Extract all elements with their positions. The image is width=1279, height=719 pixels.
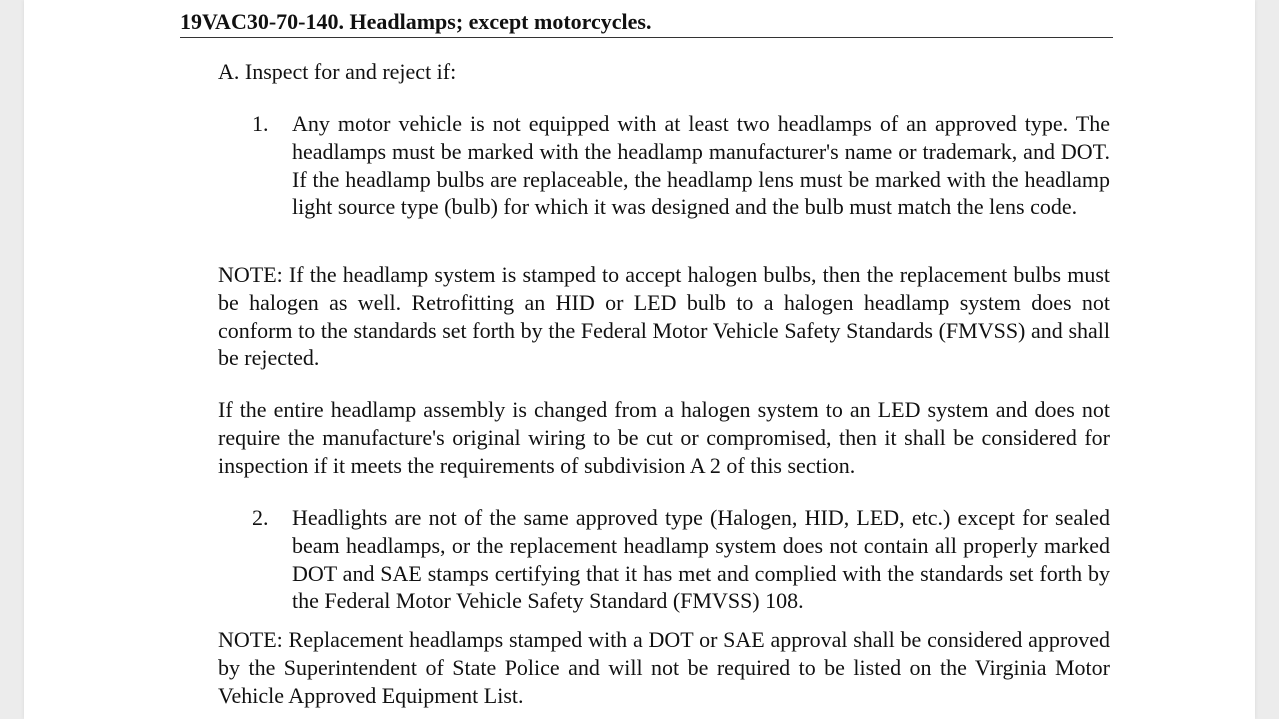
list-item-1-text: Any motor vehicle is not equipped with at least two headlamps of an approved type. The headlamps must be marked with the headlamp manufacturer's name or trademark, and DOT. If the headlamp bulbs are replaceable, the headlamp lens must be marked with the headlamp light source type (bulb) for which it was designed and the bulb must match the lens code.: [292, 111, 1110, 220]
document-page: [24, 0, 1255, 719]
list-item-2-number: 2.: [252, 505, 269, 530]
note-replacement-headlamps: NOTE: Replacement headlamps stamped with a DOT or SAE approval shall be considered approved by the Superintendent of State Police and will not be required to be listed on the Virginia Motor Vehicle Approved Equipment List.: [218, 627, 1110, 708]
subsection-a-label: A. Inspect for and reject if:: [218, 59, 457, 84]
list-item-1-number: 1.: [252, 111, 269, 136]
list-item-2-text: Headlights are not of the same approved type (Halogen, HID, LED, etc.) except for sealed beam headlamps, or the replacement headlamp system does not contain all properly marked DOT and SAE stamps certifying that it has met and complied with the standards set forth by the Federal Motor Vehicle Safety Standard (FMVSS) 108.: [292, 505, 1110, 614]
paragraph-led-assembly: If the entire headlamp assembly is changed from a halogen system to an LED system and does not require the manufacture's original wiring to be cut or compromised, then it shall be considered for inspection if it meets the requirements of subdivision A 2 of this section.: [218, 397, 1110, 478]
section-heading: 19VAC30-70-140. Headlamps; except motorcycles.: [180, 8, 1113, 38]
note-halogen-bulbs: NOTE: If the headlamp system is stamped to accept halogen bulbs, then the replacement bulbs must be halogen as well. Retrofitting an HID or LED bulb to a halogen headlamp system does not conform to the standards set forth by the Federal Motor Vehicle Safety Standards (FMVSS) and shall be rejected.: [218, 262, 1110, 371]
